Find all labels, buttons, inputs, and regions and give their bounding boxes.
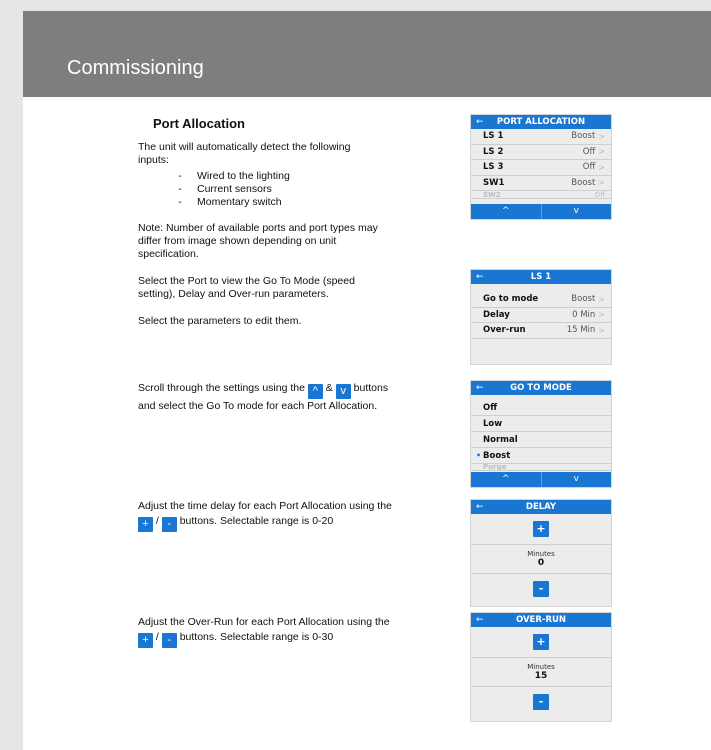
port-row[interactable]: LS 3 Off > (471, 160, 611, 176)
scroll-nav (471, 204, 611, 219)
increase-button[interactable]: + (533, 521, 549, 537)
selected-dot-icon: • (476, 451, 482, 460)
note-text: Note: Number of available ports and port types may differ from image shown depending on unit specification. (138, 222, 378, 260)
mode-option[interactable]: Off (471, 400, 611, 416)
delay-value: Minutes 0 (471, 545, 611, 574)
increase-button[interactable]: + (533, 634, 549, 650)
plus-icon: + (138, 633, 153, 648)
chevron-right-icon: > (598, 294, 605, 304)
overrun-text: Adjust the Over-Run for each Port Allocation using the + / - buttons. Selectable range is 0-30 (138, 616, 390, 646)
chevron-right-icon: > (598, 325, 605, 335)
ls1-screen (470, 269, 612, 365)
delay-screen (470, 499, 612, 607)
up-arrow-icon: ^ (308, 384, 323, 399)
scroll-down-button[interactable]: v (573, 206, 579, 216)
scroll-up-button[interactable]: ^ (471, 472, 542, 487)
list-item: - Wired to the lighting (178, 170, 290, 182)
param-row[interactable]: Over-run 15 Min > (471, 323, 611, 339)
port-row[interactable]: LS 1 Boost > (471, 129, 611, 145)
overrun-value: Minutes 15 (471, 658, 611, 687)
screen-header: ← GO TO MODE (471, 381, 611, 395)
overrun-screen (470, 612, 612, 722)
list-item: - Momentary switch (178, 196, 282, 208)
page-title: Commissioning (67, 57, 204, 79)
mode-option[interactable]: Normal (471, 432, 611, 448)
minus-icon: - (162, 633, 177, 648)
chevron-right-icon: > (598, 178, 605, 188)
select-port-text: Select the Port to view the Go To Mode (speed setting), Delay and Over-run parameters. (138, 275, 355, 300)
chevron-right-icon: > (598, 162, 605, 172)
screen-header: ← LS 1 (471, 270, 611, 284)
port-row[interactable]: SW1 Boost > (471, 176, 611, 192)
section-title: Port Allocation (153, 116, 245, 131)
screen-header: ← PORT ALLOCATION (471, 115, 611, 129)
back-arrow-icon[interactable]: ← (476, 272, 484, 282)
screen-header: ← OVER-RUN (471, 613, 611, 627)
back-arrow-icon[interactable]: ← (476, 117, 484, 127)
screen-header: ← DELAY (471, 500, 611, 514)
scroll-up-button[interactable]: ^ (471, 204, 542, 219)
intro-text: The unit will automatically detect the following inputs: (138, 141, 351, 166)
page-header (23, 11, 711, 97)
decrease-button[interactable]: - (533, 581, 549, 597)
minus-icon: - (162, 517, 177, 532)
chevron-right-icon: > (598, 131, 605, 141)
input-list (163, 170, 290, 209)
scroll-nav (471, 472, 611, 487)
port-allocation-screen (470, 114, 612, 220)
go-to-mode-screen (470, 380, 612, 488)
mode-option[interactable]: Purge (471, 464, 611, 471)
plus-icon: + (138, 517, 153, 532)
mode-option-selected[interactable]: • Boost (471, 448, 611, 464)
back-arrow-icon[interactable]: ← (476, 383, 484, 393)
document-page (23, 11, 711, 750)
delay-text: Adjust the time delay for each Port Allocation using the + / - buttons. Selectable range is 0-20 (138, 500, 392, 530)
port-row[interactable]: SW2 Off (471, 191, 611, 199)
back-arrow-icon[interactable]: ← (476, 502, 484, 512)
port-row[interactable]: LS 2 Off > (471, 145, 611, 161)
chevron-right-icon: > (598, 310, 605, 320)
select-params-text: Select the parameters to edit them. (138, 315, 302, 327)
back-arrow-icon[interactable]: ← (476, 615, 484, 625)
param-row[interactable]: Go to mode Boost > (471, 292, 611, 308)
chevron-right-icon: > (598, 147, 605, 157)
scroll-down-button[interactable]: v (573, 474, 579, 484)
decrease-button[interactable]: - (533, 694, 549, 710)
scroll-text: Scroll through the settings using the ^ & v buttons and select the Go To mode for each Port Allocation. (138, 382, 389, 412)
mode-option[interactable]: Low (471, 416, 611, 432)
param-row[interactable]: Delay 0 Min > (471, 308, 611, 324)
down-arrow-icon: v (336, 384, 351, 399)
list-item: - Current sensors (178, 183, 272, 195)
